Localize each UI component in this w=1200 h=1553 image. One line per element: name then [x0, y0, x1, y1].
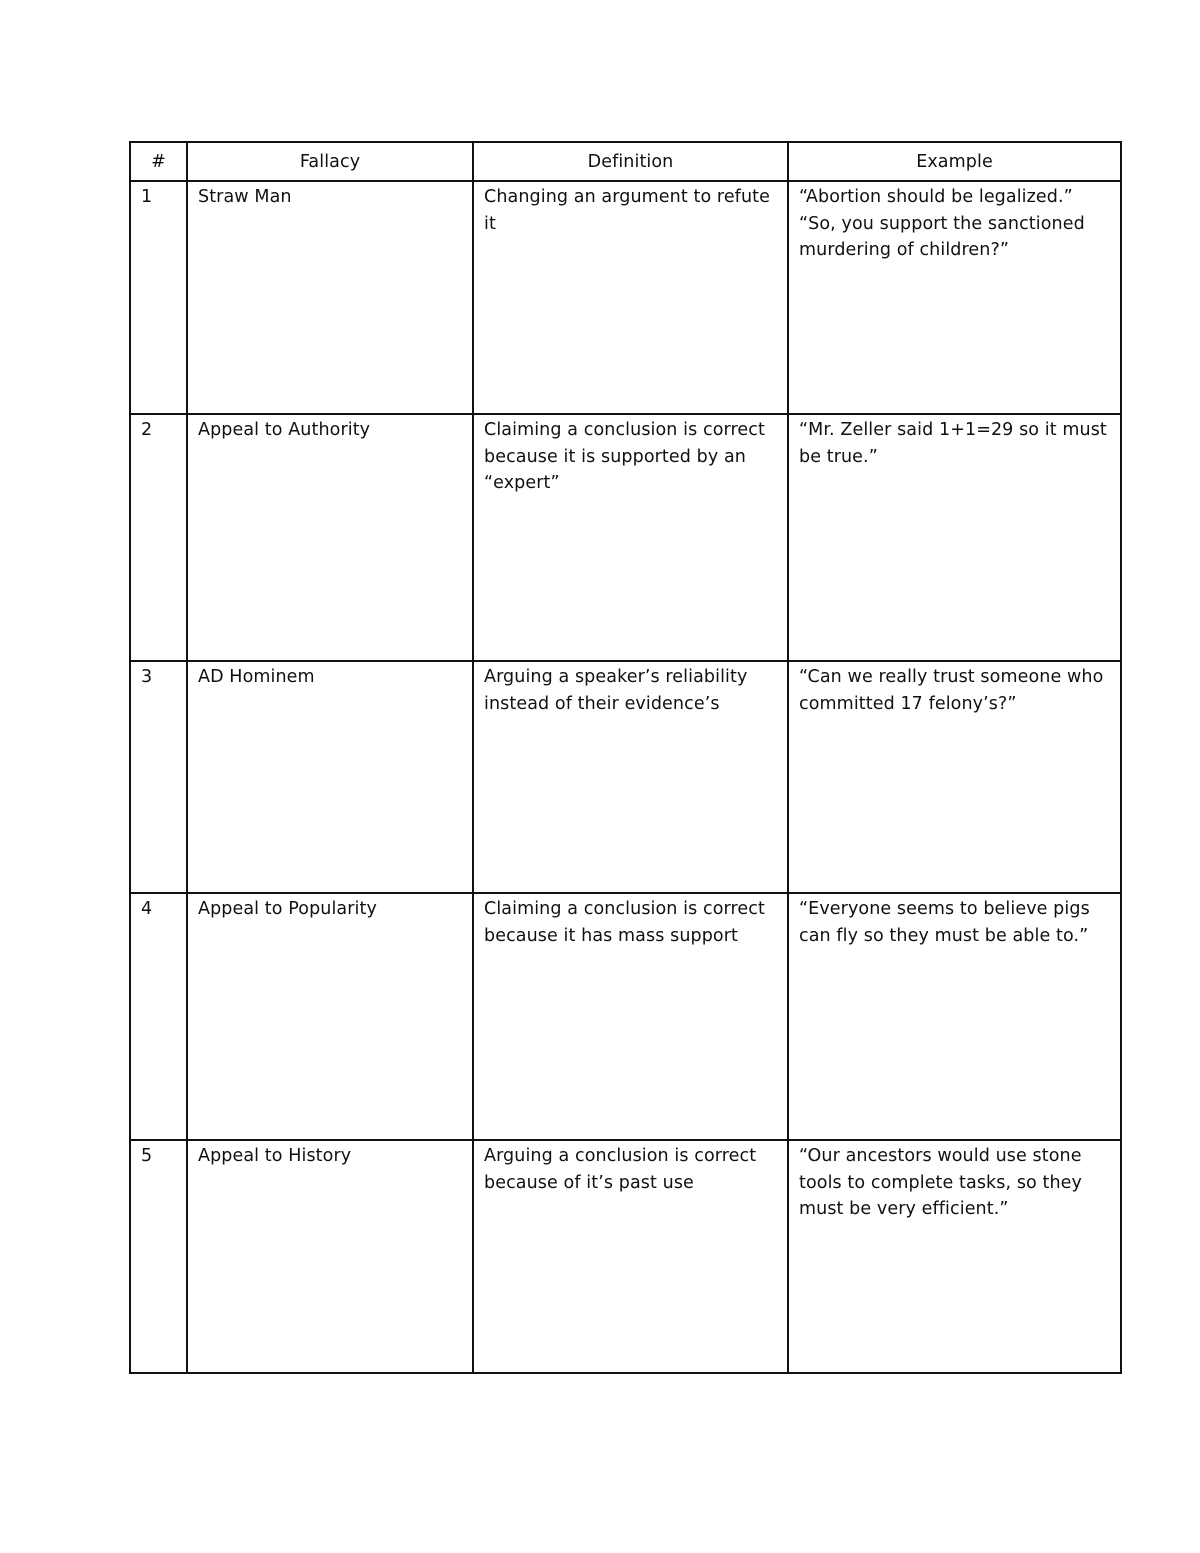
example-cell — [788, 661, 1121, 893]
table-row — [130, 181, 1121, 414]
fallacy-table — [129, 141, 1122, 1374]
fallacy-definition: Changing an argument to refute it — [484, 187, 770, 234]
table-row — [130, 661, 1121, 893]
table-row — [130, 414, 1121, 661]
fallacy-name: AD Hominem — [198, 667, 315, 687]
definition-cell — [473, 893, 788, 1140]
header-number: # — [130, 142, 187, 181]
fallacy-cell — [187, 893, 473, 1140]
row-number-cell — [130, 414, 187, 661]
row-number: 2 — [141, 420, 153, 440]
fallacy-example: “Everyone seems to believe pigs can fly so they must be able to.” — [799, 899, 1090, 946]
fallacy-definition: Claiming a conclusion is correct because it is supported by an “expert” — [484, 420, 765, 493]
fallacy-example: “Mr. Zeller said 1+1=29 so it must be true.” — [799, 420, 1107, 467]
header-example: Example — [788, 142, 1121, 181]
row-number-cell — [130, 661, 187, 893]
table-header-row — [130, 142, 1121, 181]
definition-cell — [473, 661, 788, 893]
row-number: 1 — [141, 187, 153, 207]
row-number-cell — [130, 1140, 187, 1373]
table-row — [130, 893, 1121, 1140]
definition-cell — [473, 181, 788, 414]
row-number-cell — [130, 181, 187, 414]
example-cell — [788, 414, 1121, 661]
header-definition: Definition — [473, 142, 788, 181]
fallacy-cell — [187, 181, 473, 414]
fallacy-definition: Arguing a conclusion is correct because of it’s past use — [484, 1146, 757, 1193]
row-number-cell — [130, 893, 187, 1140]
header-fallacy: Fallacy — [187, 142, 473, 181]
table-row — [130, 1140, 1121, 1373]
fallacy-name: Appeal to Authority — [198, 420, 371, 440]
fallacy-name: Appeal to Popularity — [198, 899, 377, 919]
example-cell — [788, 893, 1121, 1140]
row-number: 4 — [141, 899, 153, 919]
row-number: 5 — [141, 1146, 153, 1166]
row-number: 3 — [141, 667, 153, 687]
fallacy-example: “Our ancestors would use stone tools to complete tasks, so they must be very efficient.” — [799, 1146, 1082, 1219]
definition-cell — [473, 414, 788, 661]
fallacy-definition: Claiming a conclusion is correct because it has mass support — [484, 899, 765, 946]
example-cell — [788, 181, 1121, 414]
fallacy-definition: Arguing a speaker’s reliability instead of their evidence’s — [484, 667, 748, 714]
fallacy-example: “Abortion should be legalized.” “So, you support the sanctioned murdering of children?” — [799, 187, 1085, 260]
definition-cell — [473, 1140, 788, 1373]
fallacy-cell — [187, 1140, 473, 1373]
fallacy-cell — [187, 414, 473, 661]
example-cell — [788, 1140, 1121, 1373]
fallacy-cell — [187, 661, 473, 893]
fallacy-example: “Can we really trust someone who committed 17 felony’s?” — [799, 667, 1104, 714]
fallacy-name: Appeal to History — [198, 1146, 352, 1166]
fallacy-name: Straw Man — [198, 187, 292, 207]
